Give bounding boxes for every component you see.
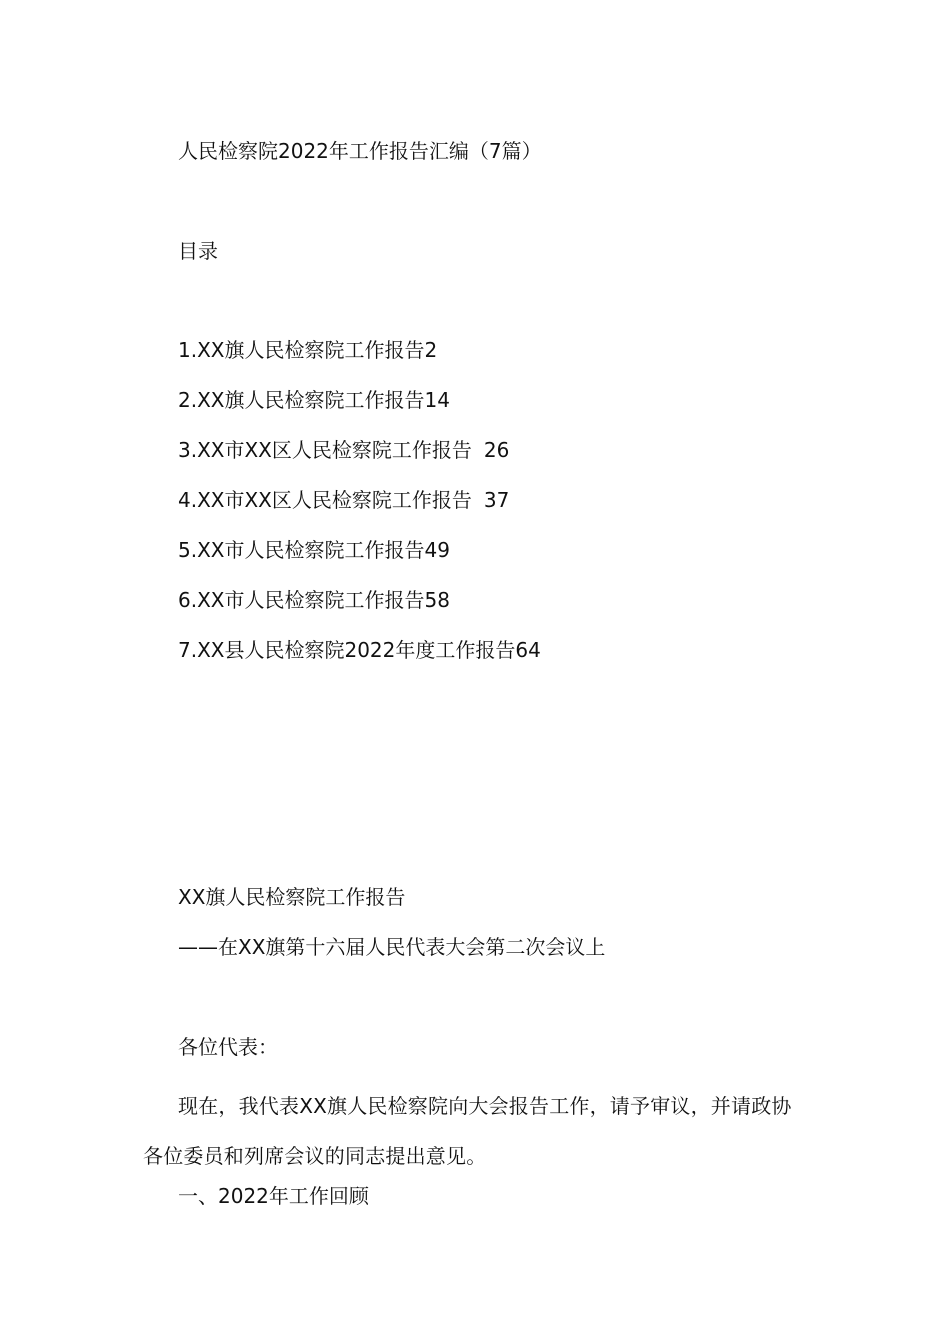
toc-entry-label: 7.XX县人民检察院2022年度工作报告 (178, 638, 516, 662)
body-paragraph: 现在，我代表XX旗人民检察院向大会报告工作，请予审议，并请政协各位委员和列席会议的同志提出意见。 (143, 1094, 792, 1168)
toc-entry-page: 2 (424, 338, 438, 362)
report-subtitle: ——在XX旗第十六届人民代表大会第二次会议上 (178, 935, 606, 959)
report-title: XX旗人民检察院工作报告 (178, 885, 406, 909)
document-title: 人民检察院2022年工作报告汇编（7篇） (178, 139, 542, 163)
salutation: 各位代表： (178, 1035, 278, 1059)
toc-entry-label: 6.XX市人民检察院工作报告 (178, 588, 425, 612)
toc-entry-label: 2.XX旗人民检察院工作报告 (178, 388, 425, 412)
toc-entry-page: 64 (515, 638, 541, 662)
toc-entry-label: 4.XX市XX区人民检察院工作报告 (178, 488, 472, 512)
toc-heading: 目录 (178, 239, 218, 263)
toc-entry-label: 5.XX市人民检察院工作报告 (178, 538, 425, 562)
toc-entry-label: 1.XX旗人民检察院工作报告 (178, 338, 425, 362)
toc-entry[interactable] (178, 386, 541, 436)
toc-entry[interactable] (178, 536, 541, 586)
section-heading: 一、2022年工作回顾 (178, 1184, 369, 1208)
toc-entry-page: 37 (483, 488, 510, 512)
toc-entry-page: 49 (424, 538, 450, 562)
toc-entry-label: 3.XX市XX区人民检察院工作报告 (178, 438, 472, 462)
toc-entry[interactable] (178, 486, 541, 536)
table-of-contents (178, 336, 541, 686)
toc-entry-page: 26 (483, 438, 510, 462)
toc-entry[interactable] (178, 586, 541, 636)
toc-entry[interactable] (178, 336, 541, 386)
toc-entry[interactable] (178, 636, 541, 686)
toc-entry-page: 14 (424, 388, 450, 412)
toc-entry[interactable] (178, 436, 541, 486)
toc-entry-page: 58 (424, 588, 450, 612)
